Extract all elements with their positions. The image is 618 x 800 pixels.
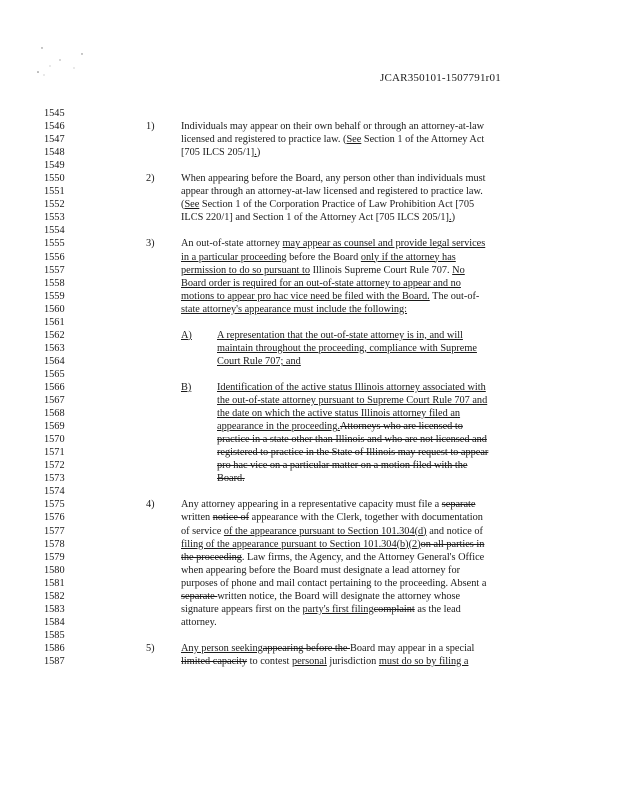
document-line bbox=[0, 342, 618, 355]
document-line bbox=[0, 525, 618, 538]
line-text bbox=[181, 603, 461, 616]
line-number: 1574 bbox=[44, 486, 65, 498]
inserted-text: See bbox=[346, 134, 362, 146]
line-text bbox=[181, 277, 461, 290]
line-number: 1576 bbox=[44, 512, 65, 524]
line-text bbox=[181, 133, 484, 146]
inserted-text: the date on which the active status Illinois attorney filed an bbox=[217, 408, 461, 420]
document-line bbox=[0, 224, 618, 237]
line-text bbox=[181, 251, 456, 264]
line-number: 1562 bbox=[44, 329, 65, 341]
inserted-text: Board order is required for an out-of-state attorney to appear and no bbox=[181, 277, 461, 289]
line-text bbox=[217, 355, 301, 368]
text-segment: An out-of-state attorney bbox=[181, 238, 283, 250]
item-marker: B) bbox=[181, 381, 192, 393]
line-number: 1555 bbox=[44, 238, 65, 250]
inserted-text: pursuant to Section 101.304(b)(2) bbox=[281, 538, 421, 550]
line-number: 1570 bbox=[44, 434, 65, 446]
line-text bbox=[217, 407, 460, 420]
line-number: 1566 bbox=[44, 381, 65, 393]
inserted-text: state attorney's appearance must include the following: bbox=[181, 303, 408, 315]
document-line bbox=[0, 381, 618, 394]
inserted-text: permission to do so pursuant to bbox=[181, 264, 310, 276]
document-line bbox=[0, 498, 618, 511]
document-line bbox=[0, 564, 618, 577]
inserted-text: only if the attorney has bbox=[360, 251, 456, 263]
inserted-text: in a particular proceeding bbox=[181, 251, 287, 263]
deleted-text: the proceeding bbox=[181, 551, 242, 563]
text-segment: Section 1 of the Corporation Practice of Law Prohibition Act [705 bbox=[199, 199, 475, 211]
text-segment: and notice of bbox=[426, 525, 483, 537]
line-number: 1584 bbox=[44, 616, 65, 628]
item-marker: 1) bbox=[146, 121, 155, 133]
document-line bbox=[0, 642, 618, 655]
line-text bbox=[217, 433, 487, 446]
inserted-text: A representation that the out-of-state attorney is in, and will bbox=[217, 329, 463, 341]
text-segment: [705 ILCS 205/1] bbox=[181, 147, 255, 159]
document-line bbox=[0, 198, 618, 211]
document-line bbox=[0, 185, 618, 198]
inserted-text: . bbox=[254, 147, 257, 159]
text-segment: Individuals may appear on their own behalf or through an attorney-at-law bbox=[181, 121, 485, 133]
document-line bbox=[0, 446, 618, 459]
line-text bbox=[217, 329, 463, 342]
text-segment: attorney. bbox=[181, 616, 217, 628]
line-number: 1565 bbox=[44, 368, 65, 380]
line-number: 1575 bbox=[44, 499, 65, 511]
inserted-text: personal bbox=[291, 655, 327, 667]
line-text bbox=[181, 290, 479, 303]
line-text bbox=[217, 342, 477, 355]
line-text bbox=[181, 577, 486, 590]
line-number: 1557 bbox=[44, 264, 65, 276]
document-line bbox=[0, 237, 618, 250]
line-number: 1573 bbox=[44, 473, 65, 485]
line-number: 1551 bbox=[44, 186, 65, 198]
item-marker: 2) bbox=[146, 173, 155, 185]
line-number: 1550 bbox=[44, 173, 65, 185]
document-line bbox=[0, 120, 618, 133]
text-segment: written notice, the Board will designate the attorney whose bbox=[217, 590, 461, 602]
document-line bbox=[0, 485, 618, 498]
line-text bbox=[181, 511, 483, 524]
line-text bbox=[181, 146, 260, 159]
deleted-text: appearing before the bbox=[262, 642, 350, 654]
document-line bbox=[0, 459, 618, 472]
line-number: 1582 bbox=[44, 590, 65, 602]
document-line bbox=[0, 551, 618, 564]
document-line bbox=[0, 172, 618, 185]
document-line bbox=[0, 355, 618, 368]
inserted-text: See bbox=[184, 199, 200, 211]
item-marker: 3) bbox=[146, 238, 155, 250]
text-segment: . Law firms, the Agency, and the Attorney General's Office bbox=[241, 551, 485, 563]
text-segment: licensed and registered to practice law. ( bbox=[181, 134, 347, 146]
line-text bbox=[217, 459, 467, 472]
line-number: 1568 bbox=[44, 408, 65, 420]
text-segment: signature appears first on the bbox=[181, 603, 303, 615]
document-body bbox=[0, 107, 618, 668]
text-segment: jurisdiction bbox=[326, 655, 379, 667]
line-number: 1563 bbox=[44, 342, 65, 354]
line-text bbox=[181, 498, 475, 511]
inserted-text: the out-of-state attorney pursuant to Supreme Court Rule 707 and bbox=[217, 395, 488, 407]
text-segment: ) bbox=[451, 212, 455, 224]
inserted-text: may appear as counsel and provide legal services bbox=[282, 238, 486, 250]
deleted-text: Board. bbox=[217, 473, 245, 485]
line-number: 1556 bbox=[44, 251, 65, 263]
line-number: 1545 bbox=[44, 108, 65, 119]
line-number: 1561 bbox=[44, 316, 65, 328]
document-line bbox=[0, 146, 618, 159]
deleted-text: notice of bbox=[212, 512, 250, 524]
inserted-text: No bbox=[452, 264, 465, 276]
inserted-text: . bbox=[448, 212, 452, 224]
line-number: 1549 bbox=[44, 160, 65, 172]
document-line bbox=[0, 538, 618, 551]
line-text bbox=[181, 303, 407, 316]
line-text bbox=[181, 655, 468, 668]
item-marker: A) bbox=[181, 329, 192, 341]
line-number: 1564 bbox=[44, 355, 65, 367]
document-line bbox=[0, 368, 618, 381]
document-line bbox=[0, 264, 618, 277]
text-segment: When appearing before the Board, any person other than individuals must bbox=[181, 173, 486, 185]
line-number: 1580 bbox=[44, 564, 65, 576]
deleted-text: registered to practice in the State of Illinois may request to appear bbox=[217, 447, 489, 459]
document-line bbox=[0, 655, 618, 668]
deleted-text: practice in a state other than Illinois and who are not licensed and bbox=[217, 434, 487, 446]
text-segment: The out-of- bbox=[429, 290, 480, 302]
line-text bbox=[181, 590, 460, 603]
line-text bbox=[181, 564, 460, 577]
line-number: 1548 bbox=[44, 147, 65, 159]
line-number: 1579 bbox=[44, 551, 65, 563]
text-segment: when appearing before the Board must designate a lead attorney for bbox=[181, 564, 461, 576]
line-text bbox=[181, 185, 483, 198]
document-line bbox=[0, 433, 618, 446]
line-number: 1554 bbox=[44, 225, 65, 237]
inserted-text: Any person seeking bbox=[181, 642, 263, 654]
line-number: 1560 bbox=[44, 303, 65, 315]
text-segment: before the Board bbox=[286, 251, 361, 263]
line-number: 1546 bbox=[44, 121, 65, 133]
line-number: 1571 bbox=[44, 447, 65, 459]
document-line bbox=[0, 211, 618, 224]
document-line bbox=[0, 420, 618, 433]
text-segment: ) bbox=[256, 147, 261, 159]
text-segment: appearance with the Clerk, together with documentation bbox=[249, 512, 483, 524]
deleted-text: complaint bbox=[373, 603, 415, 615]
line-number: 1553 bbox=[44, 212, 65, 224]
inserted-text: of the appearance pursuant to Section 101.304(d) bbox=[223, 525, 427, 537]
line-number: 1578 bbox=[44, 538, 65, 550]
line-text bbox=[181, 120, 484, 133]
inserted-text: appearance in the proceeding. bbox=[217, 421, 340, 433]
text-segment: ( bbox=[181, 199, 185, 211]
line-text bbox=[217, 472, 245, 485]
text-segment: to contest bbox=[247, 655, 292, 667]
text-segment: appear through an attorney-at-law licensed and registered to practice law. bbox=[181, 186, 483, 198]
text-segment: purposes of phone and mail contact pertaining to the proceeding. Absent a bbox=[181, 577, 487, 589]
line-text bbox=[217, 420, 463, 433]
document-line bbox=[0, 303, 618, 316]
text-segment: Board may appear in a special bbox=[350, 642, 475, 654]
deleted-text: on all parties in bbox=[420, 538, 485, 550]
deleted-text: pro hac vice on a particular matter on a motion filed with the bbox=[217, 460, 468, 472]
line-text bbox=[181, 198, 474, 211]
inserted-text: filing of the appearance bbox=[181, 538, 282, 550]
document-line bbox=[0, 277, 618, 290]
line-number: 1547 bbox=[44, 134, 65, 146]
document-line bbox=[0, 616, 618, 629]
line-number: 1587 bbox=[44, 655, 65, 667]
inserted-text: party's first filing bbox=[302, 603, 374, 615]
line-number: 1567 bbox=[44, 395, 65, 407]
line-number: 1586 bbox=[44, 642, 65, 654]
text-segment: ILCS 220/1] and Section 1 of the Attorney Act [705 ILCS 205/1] bbox=[181, 212, 449, 224]
document-line bbox=[0, 603, 618, 616]
line-text bbox=[181, 616, 217, 629]
document-line bbox=[0, 329, 618, 342]
text-segment: Any attorney appearing in a representative capacity must file a bbox=[181, 499, 442, 511]
deleted-text: limited capacity bbox=[181, 655, 248, 667]
line-number: 1577 bbox=[44, 525, 65, 537]
text-segment: of service bbox=[181, 525, 224, 537]
document-line bbox=[0, 107, 618, 120]
line-number: 1583 bbox=[44, 603, 65, 615]
text-segment: Illinois Supreme Court Rule 707. bbox=[310, 264, 453, 276]
line-number: 1552 bbox=[44, 199, 65, 211]
inserted-text: Court Rule 707; and bbox=[217, 355, 301, 367]
inserted-text: motions to appear pro hac vice need be filed with the Board. bbox=[181, 290, 430, 302]
document-line bbox=[0, 590, 618, 603]
line-text bbox=[181, 551, 484, 564]
document-header-id: JCAR350101-1507791r01 bbox=[380, 72, 501, 84]
document-line bbox=[0, 511, 618, 524]
line-number: 1581 bbox=[44, 577, 65, 589]
text-segment: as the lead bbox=[414, 603, 461, 615]
document-line bbox=[0, 290, 618, 303]
document-line bbox=[0, 159, 618, 172]
line-number: 1559 bbox=[44, 290, 65, 302]
line-number: 1569 bbox=[44, 421, 65, 433]
document-line bbox=[0, 577, 618, 590]
line-text bbox=[181, 237, 485, 250]
document-line bbox=[0, 251, 618, 264]
line-text bbox=[181, 264, 465, 277]
text-segment: Section 1 of the Attorney Act bbox=[361, 134, 485, 146]
document-line bbox=[0, 316, 618, 329]
document-line bbox=[0, 407, 618, 420]
line-text bbox=[217, 446, 488, 459]
line-number: 1558 bbox=[44, 277, 65, 289]
line-text bbox=[181, 172, 486, 185]
line-text bbox=[217, 394, 487, 407]
line-text bbox=[181, 538, 484, 551]
line-text bbox=[181, 211, 455, 224]
item-marker: 4) bbox=[146, 499, 155, 511]
document-line bbox=[0, 133, 618, 146]
deleted-text: separate bbox=[181, 590, 218, 602]
line-text bbox=[217, 381, 486, 394]
scan-specks-decoration bbox=[30, 42, 100, 82]
text-segment: written bbox=[181, 512, 213, 524]
inserted-text: must do so by filing a bbox=[378, 655, 469, 667]
line-text bbox=[181, 642, 474, 655]
line-number: 1585 bbox=[44, 629, 65, 641]
line-text bbox=[181, 525, 483, 538]
inserted-text: Identification of the active status Illinois attorney associated with bbox=[217, 381, 486, 393]
document-line bbox=[0, 394, 618, 407]
line-number: 1572 bbox=[44, 460, 65, 472]
document-line bbox=[0, 629, 618, 642]
deleted-text: separate bbox=[441, 499, 476, 511]
document-line bbox=[0, 472, 618, 485]
item-marker: 5) bbox=[146, 642, 155, 654]
inserted-text: maintain throughout the proceeding, compliance with Supreme bbox=[217, 342, 477, 354]
deleted-text: Attorneys who are licensed to bbox=[339, 421, 463, 433]
